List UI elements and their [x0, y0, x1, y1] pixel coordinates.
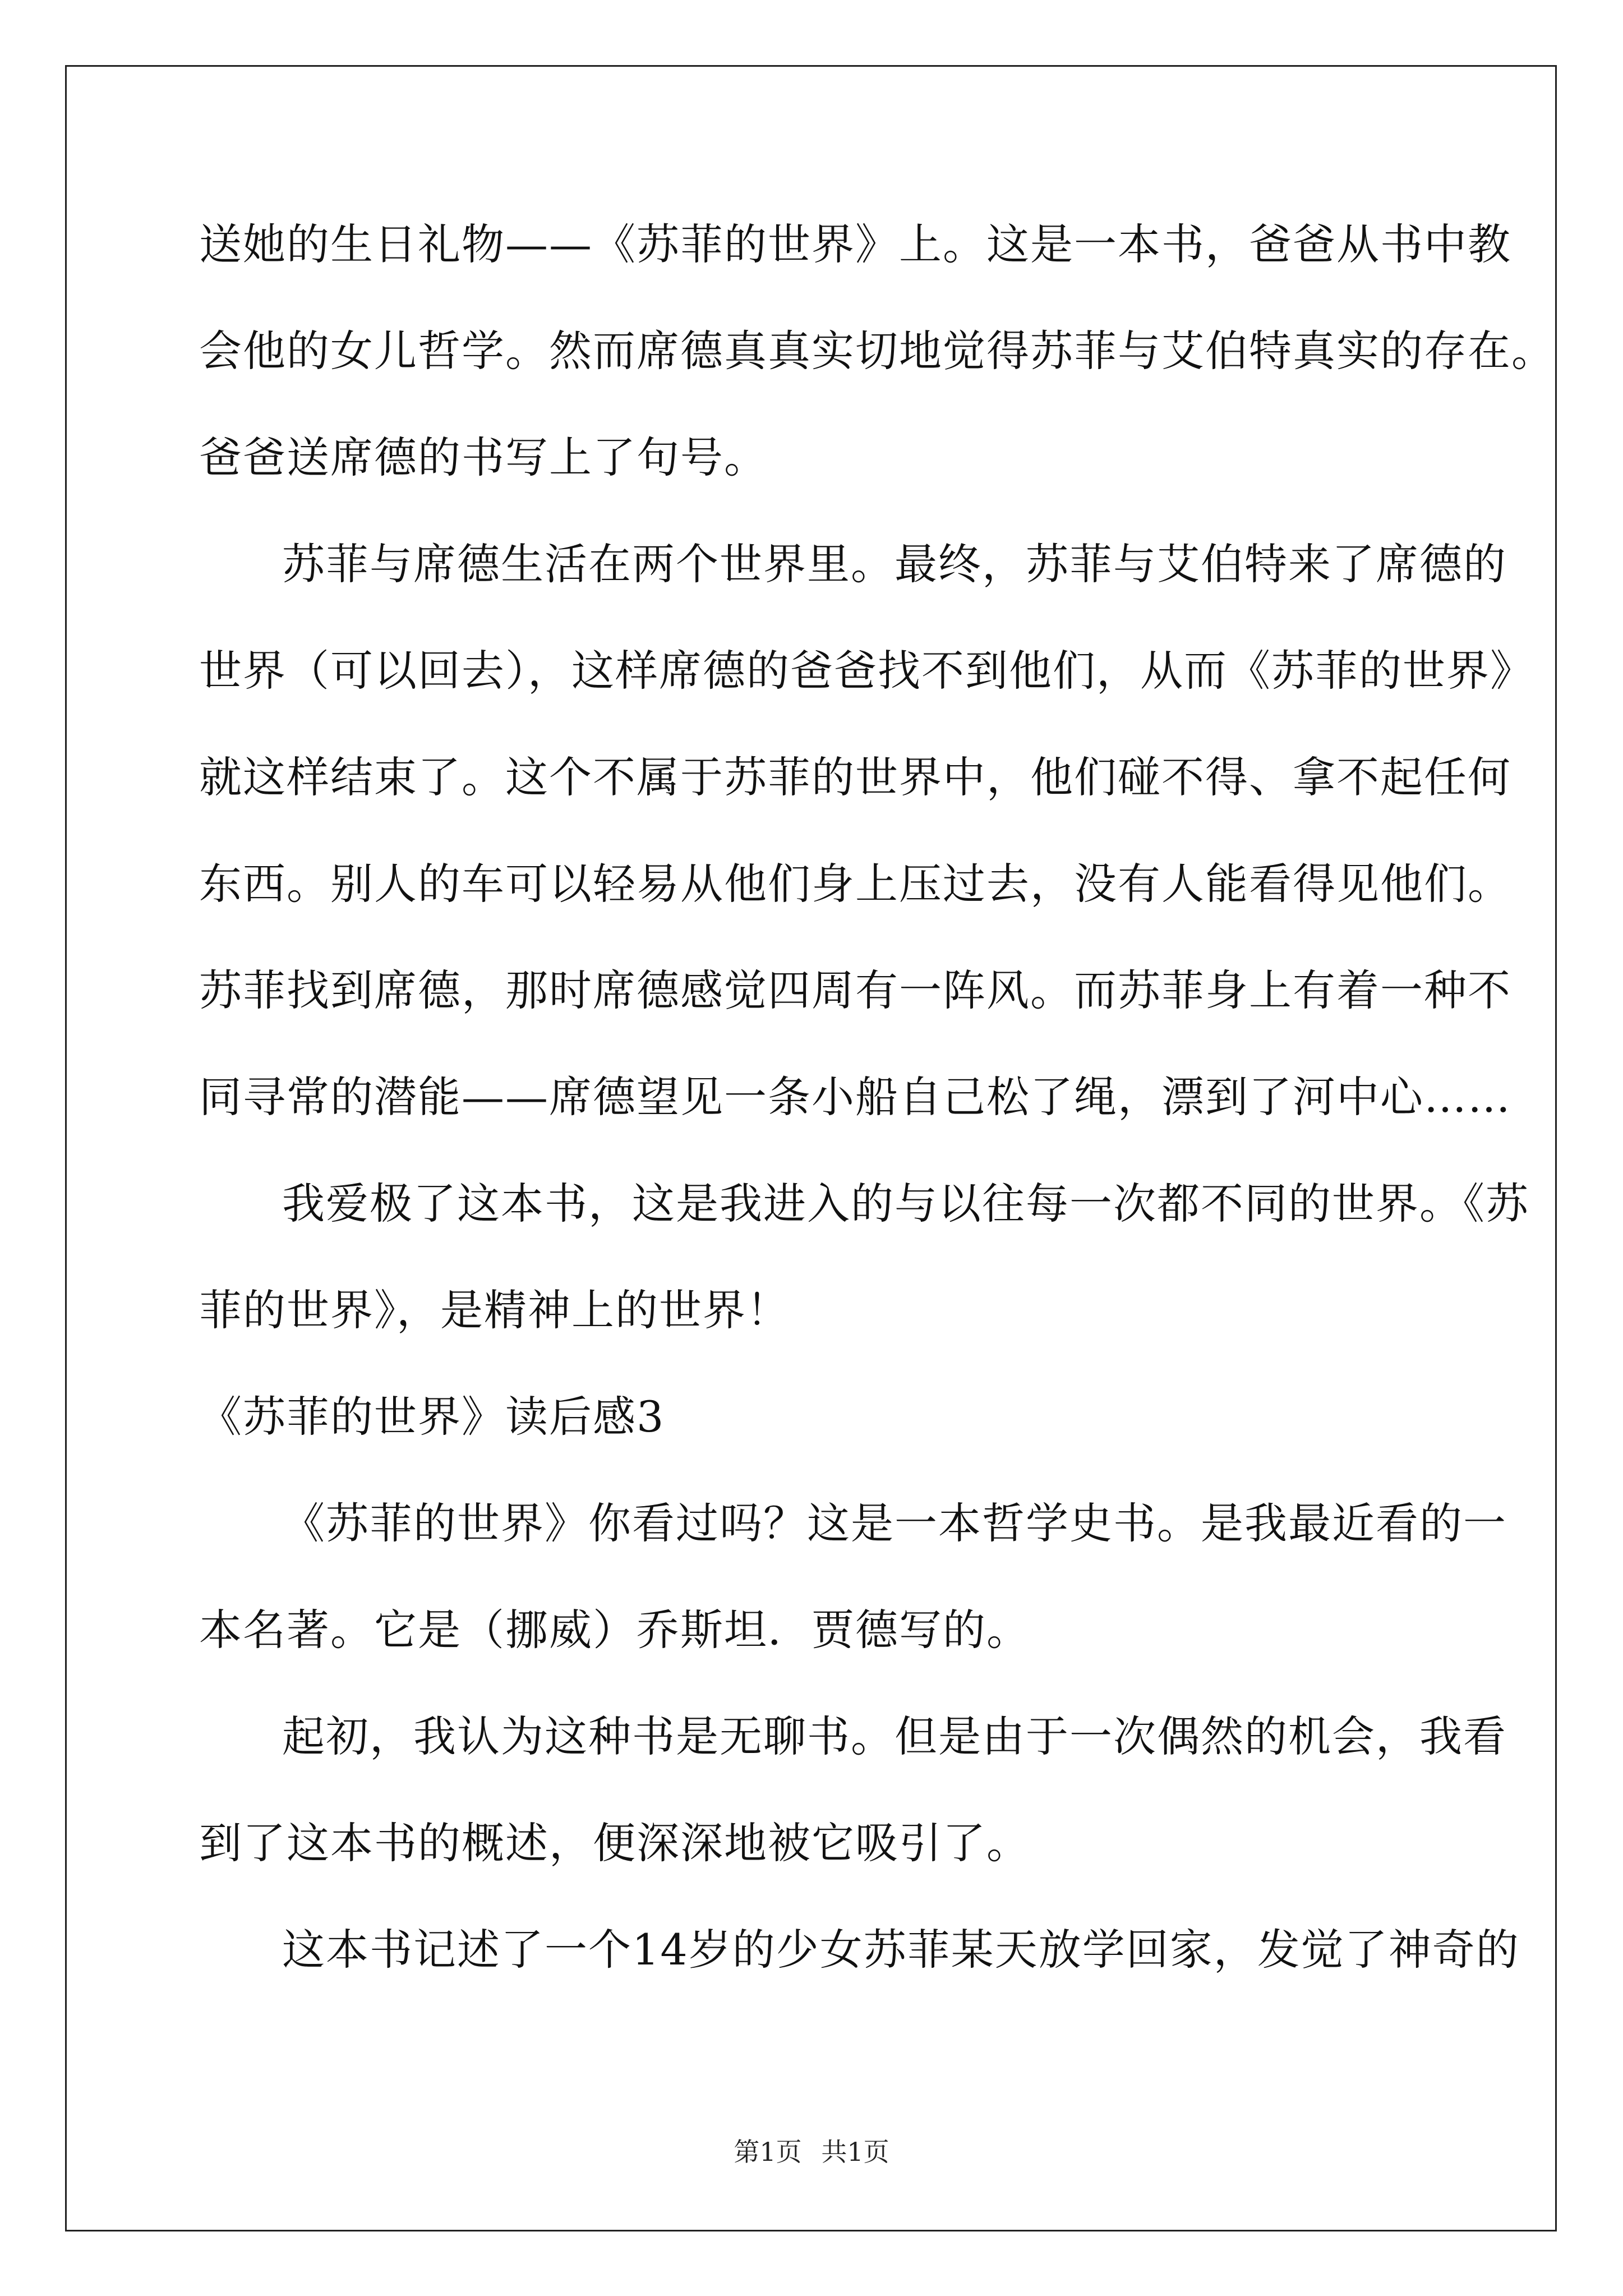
text-line: 到了这本书的概述，便深深地被它吸引了。 [199, 1818, 1030, 1868]
text-line: 就这样结束了。这个不属于苏菲的世界中，他们碰不得、拿不起任何 [199, 752, 1511, 802]
text-line: 本名著。它是（挪威）乔斯坦．贾德写的。 [199, 1605, 1030, 1655]
page-total: 共1页 [821, 2137, 889, 2167]
text-line: 世界（可以回去），这样席德的爸爸找不到他们，从而《苏菲的世界》 [199, 646, 1534, 696]
text-line: 东西。别人的车可以轻易从他们身上压过去，没有人能看得见他们。 [199, 859, 1511, 909]
paragraph-start: 我爱极了这本书，这是我进入的与以往每一次都不同的世界。《苏 [282, 1179, 1529, 1228]
text-line: 同寻常的潜能——席德望见一条小船自己松了绳，漂到了河中心…… [199, 1072, 1511, 1122]
paragraph-start: 这本书记述了一个14岁的少女苏菲某天放学回家，发觉了神奇的 [282, 1925, 1520, 1975]
paragraph-start: 苏菲与席德生活在两个世界里。最终，苏菲与艾伯特来了席德的 [282, 539, 1507, 589]
text-line: 爸爸送席德的书写上了句号。 [199, 432, 768, 482]
text-line: 苏菲找到席德，那时席德感觉四周有一阵风。而苏菲身上有着一种不 [199, 965, 1511, 1015]
paragraph-start: 起初，我认为这种书是无聊书。但是由于一次偶然的机会，我看 [282, 1711, 1507, 1761]
page-footer [0, 2132, 1623, 2169]
section-heading: 《苏菲的世界》读后感3 [199, 1392, 665, 1442]
text-line: 会他的女儿哲学。然而席德真真实切地觉得苏菲与艾伯特真实的存在。 [199, 326, 1555, 376]
text-line: 菲的世界》，是精神上的世界！ [199, 1285, 790, 1335]
text-line: 送她的生日礼物——《苏菲的世界》上。这是一本书，爸爸从书中教 [199, 219, 1511, 269]
page-border [65, 65, 1557, 2231]
paragraph-start: 《苏菲的世界》你看过吗？这是一本哲学史书。是我最近看的一 [282, 1498, 1507, 1548]
page-number: 第1页 [734, 2137, 802, 2167]
